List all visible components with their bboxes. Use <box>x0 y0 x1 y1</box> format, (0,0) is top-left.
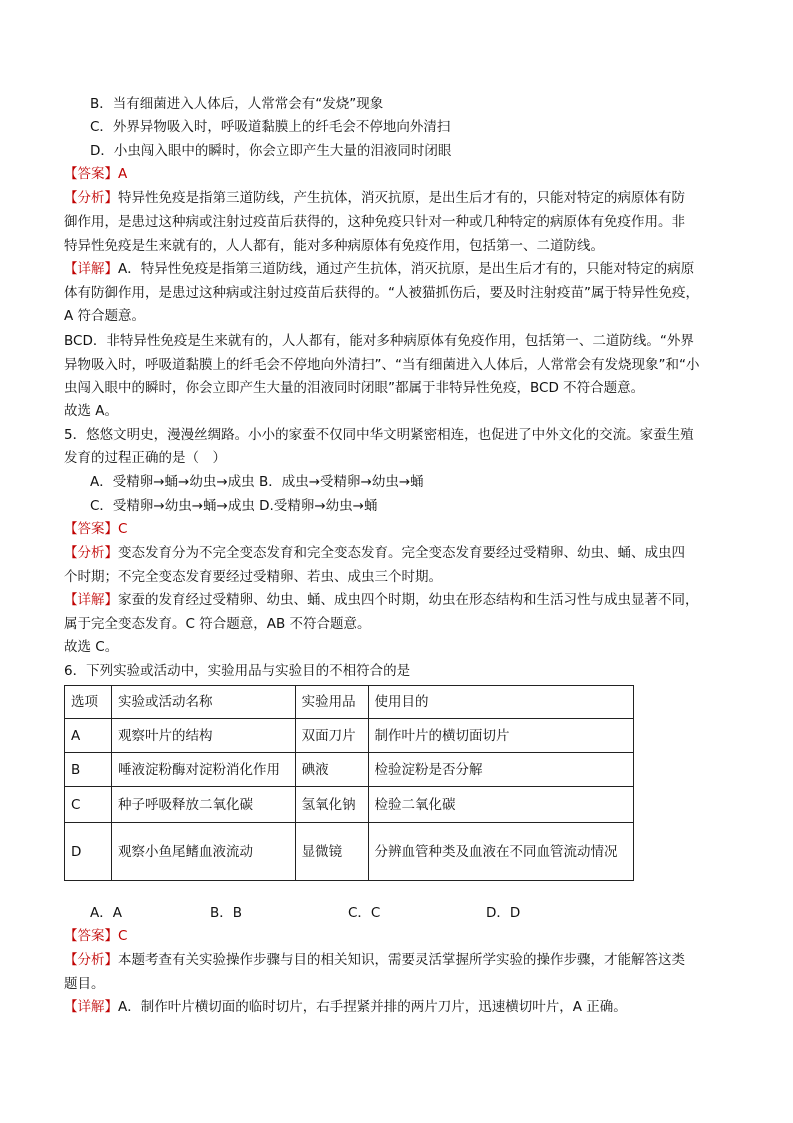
q4-analysis-line-1 <box>64 187 685 209</box>
q5-answer: C <box>118 521 128 537</box>
table-cell: 显微镜 <box>295 823 368 881</box>
answer-label: 【答案】 <box>64 928 118 944</box>
table-cell: B <box>65 753 112 787</box>
table-cell: 双面刀片 <box>295 719 368 753</box>
q4-analysis-line-2: 御作用，是患过这种病或注射过疫苗后获得的，这种免疫只针对一种或几种特定的病原体有免疫作用。非 <box>64 214 685 230</box>
q4-detail-text-1: A．特异性免疫是指第三道防线，通过产生抗体，消灭抗原，是出生后才有的，只能对特定的病原 <box>118 261 695 277</box>
table-cell: 检验二氧化碳 <box>368 787 634 823</box>
q4-answer-line <box>64 163 127 185</box>
q5-detail-line-2: 属于完全变态发育。C 符合题意，AB 不符合题意。 <box>64 616 371 632</box>
q6-choice-c: C．C <box>348 905 381 921</box>
table-cell: 观察叶片的结构 <box>111 719 295 753</box>
table-cell: A <box>65 719 112 753</box>
q6-choice-a: A．A <box>90 905 122 921</box>
q4-detail-line-6: 虫闯入眼中的瞬时，你会立即产生大量的泪液同时闭眼”都属于非特异性免疫，BCD 不符合题意。 <box>64 380 645 396</box>
q5-analysis-text-1: 变态发育分为不完全变态发育和完全变态发育。完全变态发育要经过受精卵、幼虫、蛹、成虫四 <box>118 545 685 561</box>
q4-detail-line-4: BCD．非特异性免疫是生来就有的，人人都有，能对多种病原体有免疫作用，包括第一、二道防线。“外界 <box>64 333 694 349</box>
q5-detail-line-1 <box>64 589 699 611</box>
q4-conclusion: 故选 A。 <box>64 403 119 419</box>
q4-option-b: B．当有细菌进入人体后，人常常会有“发烧”现象 <box>90 96 384 112</box>
q5-stem-line-2: 发育的过程正确的是（ ） <box>64 450 226 466</box>
q4-detail-line-5: 异物吸入时，呼吸道黏膜上的纤毛会不停地向外清扫”、“当有细菌进入人体后，人常常会有发烧现象”和“小 <box>64 357 700 373</box>
q4-detail-line-3: A 符合题意。 <box>64 308 146 324</box>
table-cell: D <box>65 823 112 881</box>
table-header-cell: 实验用品 <box>295 686 368 719</box>
q6-stem: 6．下列实验或活动中，实验用品与实验目的不相符合的是 <box>64 663 411 679</box>
analysis-label: 【分析】 <box>64 545 118 561</box>
table-header-cell: 实验或活动名称 <box>111 686 295 719</box>
q6-answer: C <box>118 928 128 944</box>
detail-label: 【详解】 <box>64 592 118 608</box>
table-cell: C <box>65 787 112 823</box>
q4-analysis-line-3: 特异性免疫是生来就有的，人人都有，能对多种病原体有免疫作用，包括第一、二道防线。 <box>64 238 604 254</box>
table-cell: 碘液 <box>295 753 368 787</box>
table-header-cell: 选项 <box>65 686 112 719</box>
q6-analysis-line-1 <box>64 949 685 971</box>
q6-choice-b: B．B <box>210 905 243 921</box>
q4-detail-line-1 <box>64 258 694 280</box>
table-row <box>65 787 634 823</box>
q4-detail-line-2: 体有防御作用，是患过这种病或注射过疫苗后获得的。“人被猫抓伤后，要及时注射疫苗”属于特异性免疫， <box>64 285 699 301</box>
analysis-label: 【分析】 <box>64 190 118 206</box>
answer-label: 【答案】 <box>64 521 118 537</box>
q6-experiment-table <box>64 685 634 881</box>
q5-options-ab: A．受精卵→蛹→幼虫→成虫 B．成虫→受精卵→幼虫→蛹 <box>90 474 424 490</box>
q6-detail-text-1: A．制作叶片横切面的临时切片，右手捏紧并排的两片刀片，迅速横切叶片，A 正确。 <box>118 999 627 1015</box>
table-header-row <box>65 686 634 719</box>
answer-label: 【答案】 <box>64 166 118 182</box>
table-cell: 唾液淀粉酶对淀粉消化作用 <box>111 753 295 787</box>
table-cell: 分辨血管种类及血液在不同血管流动情况 <box>368 823 634 881</box>
q4-option-d: D．小虫闯入眼中的瞬时，你会立即产生大量的泪液同时闭眼 <box>90 143 452 159</box>
q4-analysis-text-1: 特异性免疫是指第三道防线，产生抗体，消灭抗原，是出生后才有的，只能对特定的病原体有防 <box>118 190 685 206</box>
q6-analysis-line-2: 题目。 <box>64 976 105 992</box>
table-cell: 观察小鱼尾鳍血液流动 <box>111 823 295 881</box>
q6-choice-d: D．D <box>486 905 521 921</box>
q4-option-c: C．外界异物吸入时，呼吸道黏膜上的纤毛会不停地向外清扫 <box>90 119 451 135</box>
q5-answer-line <box>64 518 127 540</box>
table-cell: 制作叶片的横切面切片 <box>368 719 634 753</box>
table-cell: 检验淀粉是否分解 <box>368 753 634 787</box>
table-row <box>65 823 634 881</box>
q6-analysis-text-1: 本题考查有关实验操作步骤与目的相关知识，需要灵活掌握所学实验的操作步骤，才能解答这类 <box>118 952 685 968</box>
analysis-label: 【分析】 <box>64 952 118 968</box>
q4-answer: A <box>118 166 128 182</box>
table-header-cell: 使用目的 <box>368 686 634 719</box>
q5-options-cd: C．受精卵→幼虫→蛹→成虫 D.受精卵→幼虫→蛹 <box>90 498 378 514</box>
detail-label: 【详解】 <box>64 999 118 1015</box>
q5-conclusion: 故选 C。 <box>64 639 119 655</box>
q6-detail-line-1 <box>64 996 627 1018</box>
q5-detail-text-1: 家蚕的发育经过受精卵、幼虫、蛹、成虫四个时期，幼虫在形态结构和生活习性与成虫显著不同， <box>118 592 699 608</box>
table-row <box>65 719 634 753</box>
q5-analysis-line-2: 个时期；不完全变态发育要经过受精卵、若虫、成虫三个时期。 <box>64 569 442 585</box>
q5-stem-line-1: 5．悠悠文明史，漫漫丝绸路。小小的家蚕不仅同中华文明紧密相连，也促进了中外文化的交流。家蚕生殖 <box>64 427 694 443</box>
table-row <box>65 753 634 787</box>
table-cell: 种子呼吸释放二氧化碳 <box>111 787 295 823</box>
detail-label: 【详解】 <box>64 261 118 277</box>
table-cell: 氢氧化钠 <box>295 787 368 823</box>
q6-answer-line <box>64 925 127 947</box>
q5-analysis-line-1 <box>64 542 685 564</box>
